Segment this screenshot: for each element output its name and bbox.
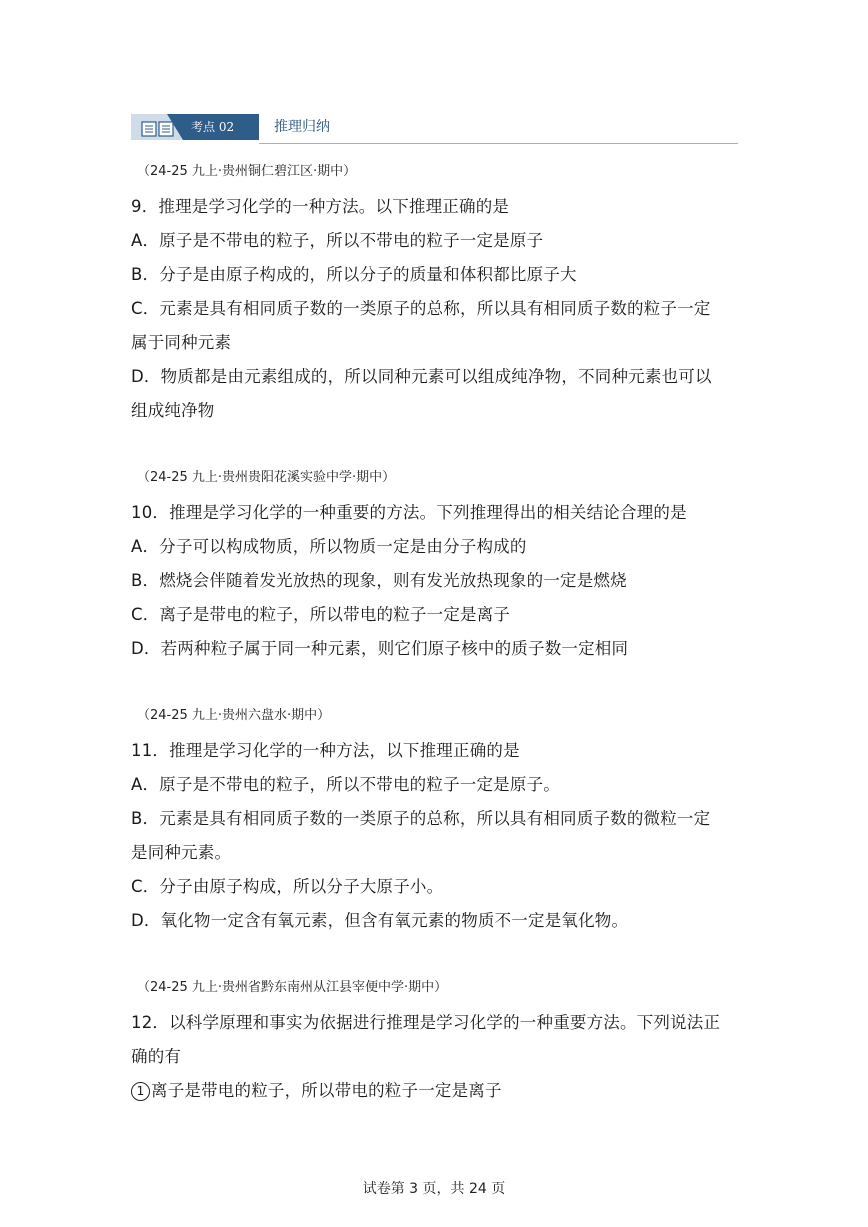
question-source: （24-25 九上·贵州铜仁碧江区·期中） xyxy=(137,164,357,179)
option-a: A．原子是不带电的粒子，所以不带电的粒子一定是原子 xyxy=(131,231,544,250)
book-icon xyxy=(141,121,175,141)
section-label: 考点 02 xyxy=(191,120,235,134)
question-stem-continued: 确的有 xyxy=(131,1047,182,1066)
question-stem: 9．推理是学习化学的一种方法。以下推理正确的是 xyxy=(131,197,510,216)
option-a: A．分子可以构成物质，所以物质一定是由分子构成的 xyxy=(131,537,527,556)
question-12 xyxy=(131,976,741,1108)
option-b: B．燃烧会伴随着发光放热的现象，则有发光放热现象的一定是燃烧 xyxy=(131,571,627,590)
option-d: D．若两种粒子属于同一种元素，则它们原子核中的质子数一定相同 xyxy=(131,639,629,658)
option-d: D．氧化物一定含有氧元素，但含有氧元素的物质不一定是氧化物。 xyxy=(131,911,629,930)
page-footer: 试卷第 3 页，共 24 页 xyxy=(362,1181,506,1197)
option-d-continued: 组成纯净物 xyxy=(131,401,215,420)
option-d: D．物质都是由元素组成的，所以同种元素可以组成纯净物，不同种元素也可以 xyxy=(131,367,712,386)
statement-text: 离子是带电的粒子，所以带电的粒子一定是离子 xyxy=(151,1081,502,1100)
section-header xyxy=(131,108,738,146)
question-9 xyxy=(131,160,741,428)
question-source: （24-25 九上·贵州六盘水·期中） xyxy=(137,708,331,723)
option-c-continued: 属于同种元素 xyxy=(131,333,232,352)
option-c: C．元素是具有相同质子数的一类原子的总称，所以具有相同质子数的粒子一定 xyxy=(131,299,711,318)
option-b-continued: 是同种元素。 xyxy=(131,843,232,862)
option-b: B．分子是由原子构成的，所以分子的质量和体积都比原子大 xyxy=(131,265,577,284)
circled-number: 1 xyxy=(131,1082,150,1101)
question-10 xyxy=(131,466,741,666)
statement-1 xyxy=(131,1074,741,1108)
option-c: C．离子是带电的粒子，所以带电的粒子一定是离子 xyxy=(131,605,511,624)
section-divider xyxy=(259,143,738,144)
question-stem: 10．推理是学习化学的一种重要的方法。下列推理得出的相关结论合理的是 xyxy=(131,503,687,522)
question-11 xyxy=(131,704,741,938)
option-b: B．元素是具有相同质子数的一类原子的总称，所以具有相同质子数的微粒一定 xyxy=(131,809,711,828)
question-source: （24-25 九上·贵州贵阳花溪实验中学·期中） xyxy=(137,470,396,485)
option-c: C．分子由原子构成，所以分子大原子小。 xyxy=(131,877,444,896)
option-a: A．原子是不带电的粒子，所以不带电的粒子一定是原子。 xyxy=(131,775,560,794)
question-source: （24-25 九上·贵州省黔东南州从江县宰便中学·期中） xyxy=(137,980,448,995)
question-stem: 12．以科学原理和事实为依据进行推理是学习化学的一种重要方法。下列说法正 xyxy=(131,1013,721,1032)
question-stem: 11．推理是学习化学的一种方法，以下推理正确的是 xyxy=(131,741,520,760)
section-title: 推理归纳 xyxy=(274,119,330,135)
